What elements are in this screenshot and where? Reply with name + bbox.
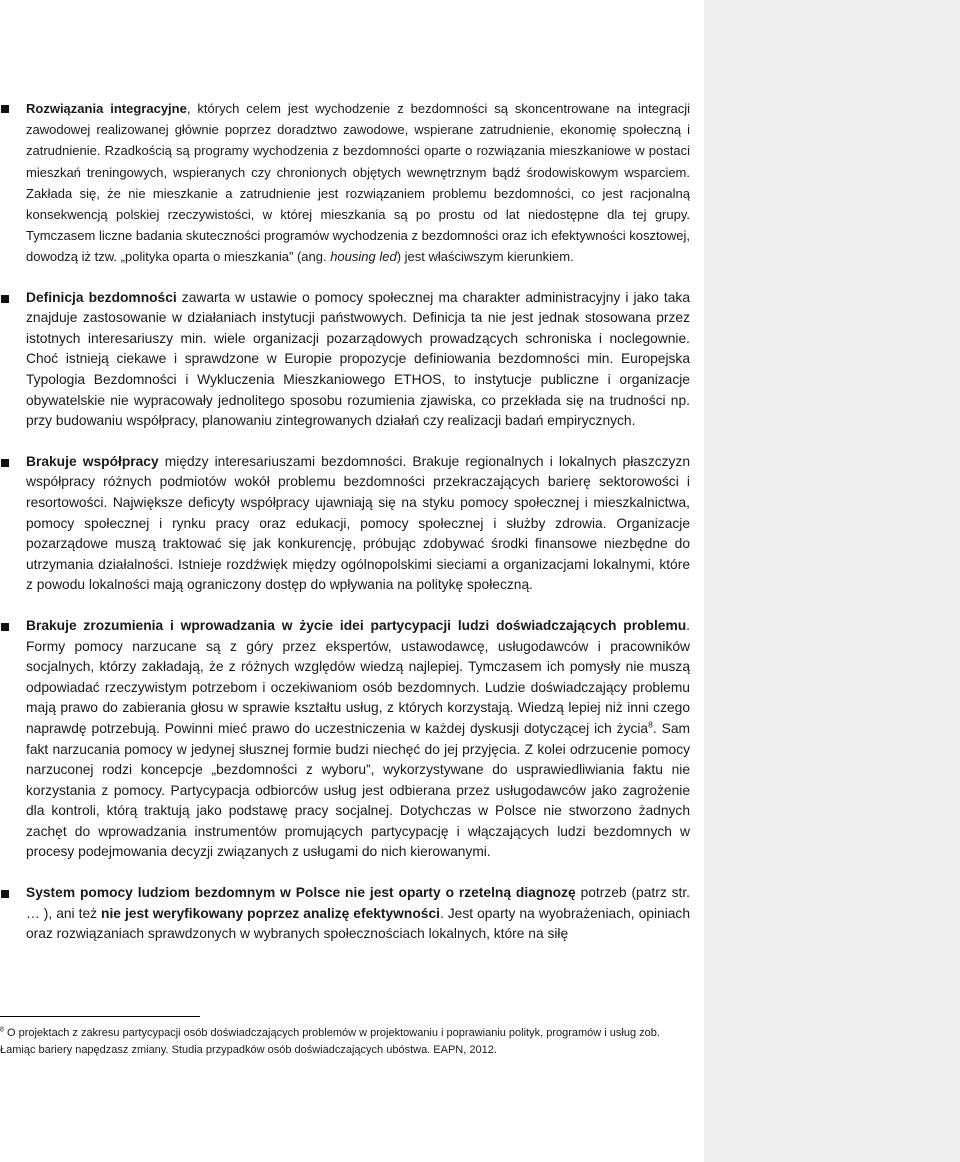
square-bullet-icon [1,623,9,631]
text-segment: potrzeb (patrz str. … ), ani też [26,885,691,921]
bullet-definition [0,288,704,432]
footnote-reference[interactable]: 8 [648,719,653,730]
comment-margin-pane [704,0,960,1162]
square-bullet-icon [1,890,9,898]
text-segment: Brakuje współpracy [26,453,159,469]
text-segment: nie jest weryfikowany poprzez analizę efektywności [101,905,440,921]
bullet-text [26,452,690,596]
footnote-number: 8 [0,1026,4,1034]
square-bullet-icon [1,459,9,467]
bullet-text [26,883,690,945]
bullet-cooperation [0,452,704,596]
text-segment: Definicja bezdomności [26,289,177,305]
text-segment: . Sam fakt narzucania pomocy w jedynej słusznej formie budzi niechęć do jej przyjęcia. Z kolei odrzucenie pomocy narzuconej rodzi koncepcje „bezdomności z wyboru”, wykorzystywane do usprawiedliwiania faktu nie korzystania z pomocy. Partycypacja odbiorców usług jest odbierana przez usługodawców jako zagrożenie dla kontroli, którą traktują jako podstawę pracy socjalnej. Dotychczas w Polsce nie stworzono żadnych zachęt do wprowadzania instrumentów promujących partycypację i włączających ludzi bezdomnych w procesy podejmowania decyzji związanych z usługami do nich kierowanymi. [26,720,690,860]
bullet-list [0,98,704,965]
bullet-participation [0,616,704,863]
text-segment: . Jest oparty na wyobrażeniach, opiniach oraz rozwiązaniach sprawdzonych w wybranych społecznościach lokalnych, które na siłę [26,905,690,942]
text-segment: między interesariuszami bezdomności. Brakuje regionalnych i lokalnych płaszczyzn współpracy różnych podmiotów wokół problemu bezdomności przekraczających barierę sektorowości i resortowości. Największe deficyty współpracy ujawniają się na styku pomocy społecznej i mieszkalnictwa, pomocy społecznej i rynku pracy oraz edukacji, pomocy społecznej i służby zdrowia. Organizacje pozarządowe muszą traktować się jak konkurencję, próbując zdobywać środki finansowe niezbędne do utrzymania działalności. Istnieje rozdźwięk między ogólnopolskimi sieciami a organizacjami lokalnymi, które z powodu lokalności mają ograniczony dostęp do wpływania na politykę społeczną. [26,453,691,593]
square-bullet-icon [1,105,9,113]
text-segment: housing led [330,249,397,265]
text-segment: . Formy pomocy narzucane są z góry przez ekspertów, ustawodawcę, usługodawców i pracowników socjalnych, którzy zakładają, że z różnych względów wiedzą najlepiej. Tymczasem ich pomysły nie muszą odpowiadać rzeczywistym potrzebom i oczekiwaniom osób bezdomnych. Ludzie doświadczający problemu mają prawo do zabierania głosu w sprawie kształtu usług, z których korzystają. Wiedzą lepiej niż inni czego naprawdę potrzebują. Powinni mieć prawo do uczestniczenia w każdej dyskusji dotyczącej ich życia [26,617,690,736]
text-segment: Brakuje zrozumienia i wprowadzania w życie idei partycypacji ludzi doświadczających problemu [26,617,687,633]
square-bullet-icon [1,295,9,303]
bullet-diagnosis [0,883,704,945]
bullet-text [26,288,690,432]
text-segment: ) jest właściwszym kierunkiem. [396,249,574,265]
bullet-text [26,98,690,268]
bullet-text [26,616,690,863]
text-segment: Rozwiązania integracyjne [26,101,187,116]
bullet-integration [0,98,704,268]
text-segment: , których celem jest wychodzenie z bezdomności są skoncentrowane na integracji zawodowej realizowanej głównie poprzez doradztwo zawodowe, wspierane zatrudnienie, ekonomię społeczną i zatrudnienie. Rzadkością są programy wychodzenia z bezdomności oparte o rozwiązania mieszkaniowe w postaci mieszkań treningowych, wspieranych czy chronionych objętych wewnętrznym bądź środowiskowym wsparciem. Zakłada się, że nie mieszkanie a zatrudnienie jest rozwiązaniem problemu bezdomności, co jest racjonalną konsekwencją polskiej rzeczywistości, w której mieszkania są po prostu od lat niedostępne dla tej grupy. Tymczasem liczne badania skuteczności programów wychodzenia z bezdomności oraz ich efektywności kosztowej, dowodzą iż tzw. „polityka oparta o mieszkania” (ang. [26,101,690,265]
footnote-separator [0,1016,200,1017]
text-segment: System pomocy ludziom bezdomnym w Polsce nie jest oparty o rzetelną diagnozę [26,885,576,901]
footnote-text: O projektach z zakresu partycypacji osób doświadczających problemów w projektowaniu i poprawianiu polityk, programów i usług zob. Łamiąc bariery napędzasz zmiany. Studia przypadków osób doświadczających ubóstwa. EAPN, 2012. [0,1027,660,1056]
text-segment: zawarta w ustawie o pomocy społecznej ma charakter administracyjny i jako taka znajduje zastosowanie w działaniach instytucji państwowych. Definicja ta nie jest jednak stosowana przez istotnych interesariuszy min. wiele organizacji pozarządowych prowadzących schroniska i noclegownie. Choć istnieją ciekawe i sprawdzone w Europie propozycje definiowania bezdomności min. Europejska Typologia Bezdomności i Wykluczenia Mieszkaniowego ETHOS, to instytucje publiczne i organizacje obywatelskie nie wypracowały jednolitego sposobu rozumienia zjawiska, co przekłada się na trudności np. przy budowaniu współpracy, planowaniu zintegrowanych działań czy realizacji badań empirycznych. [26,289,690,429]
footnote [0,1025,690,1059]
